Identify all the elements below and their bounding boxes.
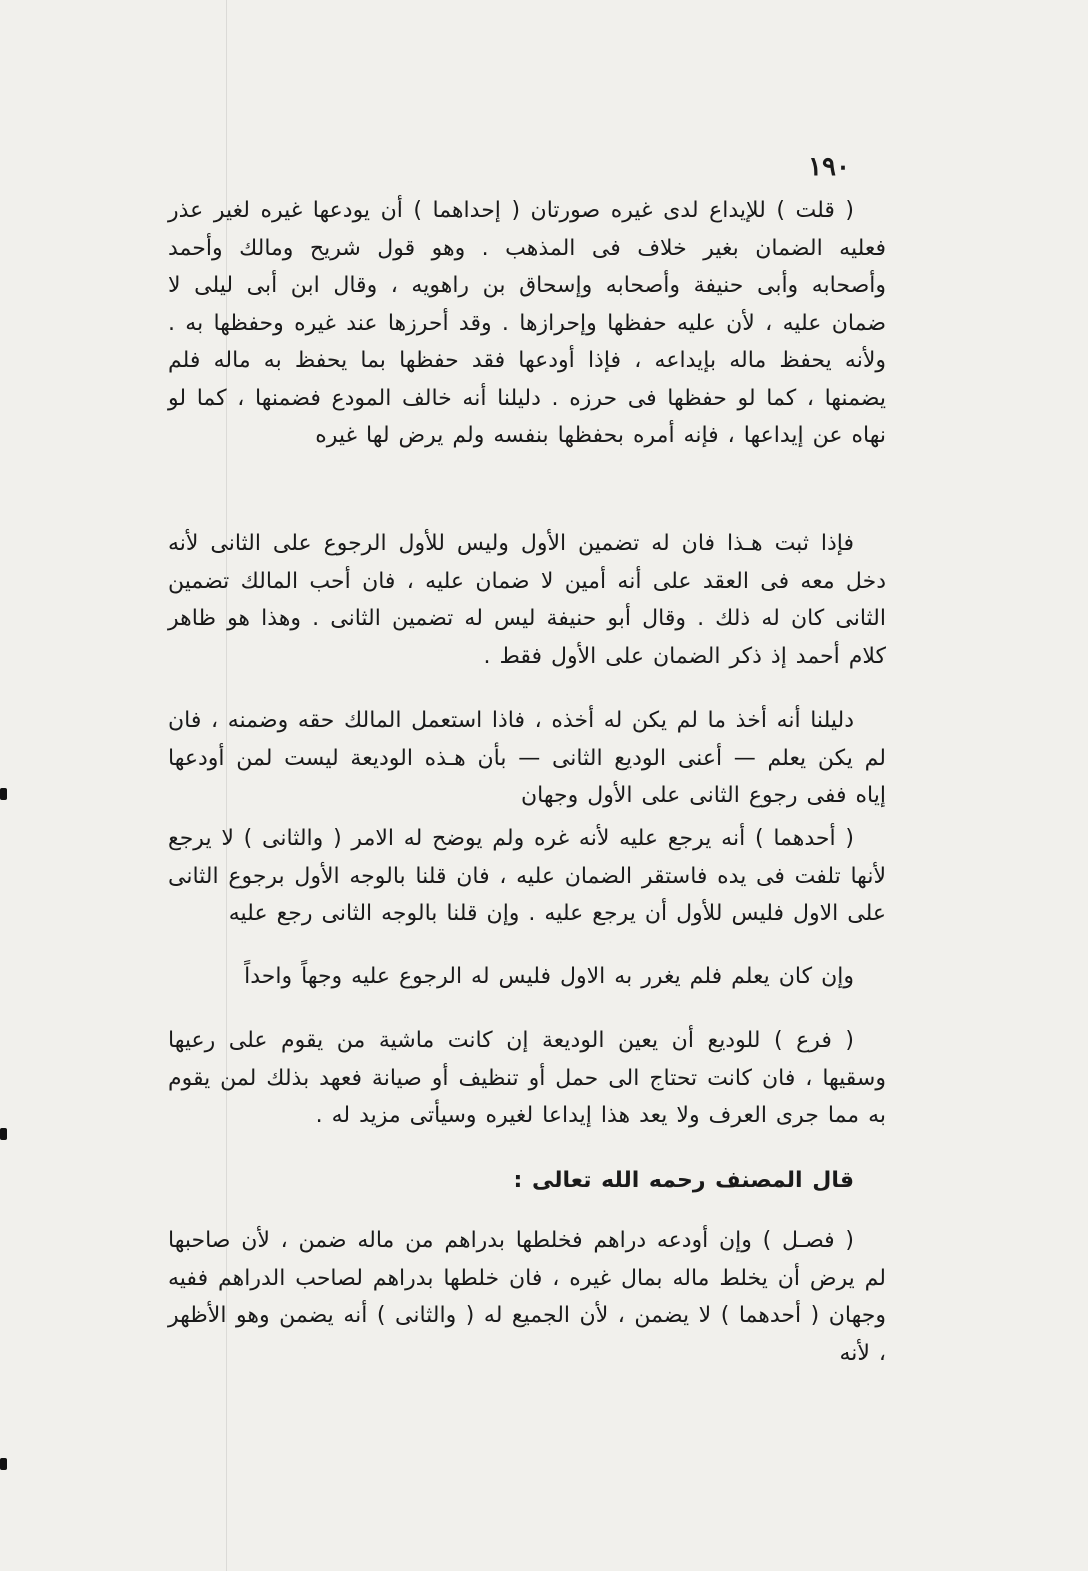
author-heading-text: قال المصنف رحمه الله تعالى : — [513, 1168, 854, 1193]
paragraph-section — [168, 1222, 886, 1372]
paragraph-text: فإذا ثبت هـذا فان له تضمين الأول وليس للأول الرجوع على الثانى لأنه دخل معه فى العقد على أنه أمين لا ضمان عليه ، فان أحب المالك تضمين الثانى كان له ذلك . وقال أبو حنيفة ليس له تضمين الثانى . وهذا هو ظاهر كلام أحمد إذ ذكر الضمان على الأول فقط . — [168, 531, 886, 669]
paragraph-if-known — [168, 958, 886, 996]
margin-binding-mark — [0, 1458, 7, 1470]
paragraph-first-liability — [168, 525, 886, 675]
author-heading — [168, 1162, 886, 1200]
paragraph-text: ( فصـل ) وإن أودعه دراهم فخلطها بدراهم من ماله ضمن ، لأن صاحبها لم يرض أن يخلط ماله بمال غيره ، فان خلطها بدراهم لصاحب الدراهم ففيه وجهان ( أحدهما ) لا يضمن ، لأن الجميع له ( والثانى ) أنه يضمن وهو الأظهر ، لأنه — [168, 1228, 886, 1366]
paragraph-text: دليلنا أنه أخذ ما لم يكن له أخذه ، فاذا استعمل المالك حقه وضمنه ، فان لم يكن يعلم — أعنى الوديع الثانى — بأن هـذه الوديعة ليست لمن أودعها إياه ففى رجوع الثانى على الأول وجهان — [168, 708, 886, 808]
margin-binding-mark — [0, 1128, 7, 1140]
paragraph-branch — [168, 1022, 886, 1135]
paragraph-text: ( فرع ) للوديع أن يعين الوديعة إن كانت ماشية من يقوم على رعيها وسقيها ، فان كانت تحتاج الى حمل أو تنظيف أو صيانة فعهد بذلك لمن يقوم به مما جرى العرف ولا يعد هذا إيداعا لغيره وسيأتى مزيد له . — [168, 1028, 886, 1128]
paragraph-deposit-forms — [168, 192, 886, 455]
paragraph-text: ( قلت ) للإيداع لدى غيره صورتان ( إحداهما ) أن يودعها غيره لغير عذر فعليه الضمان بغير خلاف فى المذهب . وهو قول شريح ومالك وأحمد وأصحابه وأبى حنيفة وأصحابه وإسحاق بن راهويه ، وقال ابن أبى ليلى لا ضمان عليه ، لأن عليه حفظها وإحرازها . وقد أحرزها عند غيره وحفظها به . ولأنه يحفظ ماله بإيداعه ، فإذا أودعها فقد حفظها بما يحفظ به ماله فلم يضمنها ، كما لو حفظها فى حرزه . دليلنا أنه خالف المودع فضمنها ، كما لو نهاه عن إيداعها ، فإنه أمره بحفظها بنفسه ولم يرض لها غيره — [168, 198, 886, 448]
paragraph-text: ( أحدهما ) أنه يرجع عليه لأنه غره ولم يوضح له الامر ( والثانى ) لا يرجع لأنها تلفت فى يده فاستقر الضمان عليه ، فان قلنا بالوجه الأول برجوع الثانى على الاول فليس للأول أن يرجع عليه . وإن قلنا بالوجه الثانى رجع عليه — [168, 826, 886, 926]
paragraph-evidence — [168, 702, 886, 815]
paragraph-text: وإن كان يعلم فلم يغرر به الاول فليس له الرجوع عليه وجهاً واحداً — [244, 964, 854, 989]
margin-binding-mark — [0, 788, 7, 800]
paragraph-two-views — [168, 820, 886, 933]
page-number: ١٩٠ — [808, 152, 850, 182]
